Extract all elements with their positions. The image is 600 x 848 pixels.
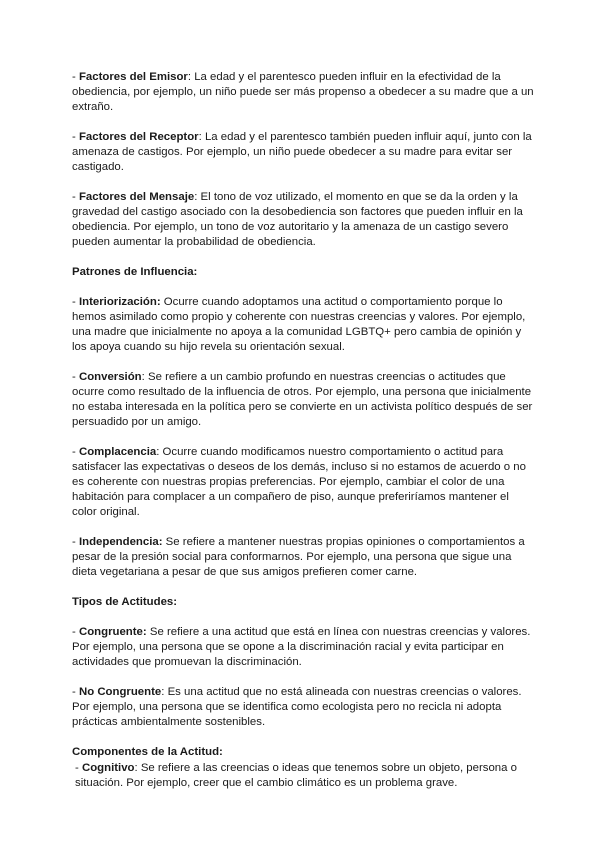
paragraph-text: Es una actitud que no está alineada con nuestras creencias o valores. Por ejemplo, una persona que se identifica como ecologista pero no recicla ni adopta prácticas ambientalmente sostenibles. — [72, 686, 522, 728]
bullet-prefix: - — [72, 446, 79, 458]
term-separator: : — [141, 371, 145, 383]
term-conversion: Conversión — [78, 371, 142, 383]
term-separator: : — [156, 446, 160, 458]
bullet-prefix: - — [75, 762, 82, 774]
paragraph-text: Se refiere a las creencias o ideas que tenemos sobre un objeto, persona o situación. Por ejemplo, creer que el cambio climático es un problema grave. — [75, 762, 517, 789]
paragraph-conversion — [72, 370, 534, 430]
heading-tipos-actitudes: Tipos de Actitudes: — [72, 596, 178, 608]
paragraph-text: El tono de voz utilizado, el momento en que se da la orden y la gravedad del castigo asociado con la desobediencia son factores que pueden influir en la obediencia. Por ejemplo, un tono de voz autoritario y la amenaza de un castigo severo pueden aumentar la probabilidad de obediencia. — [72, 191, 523, 248]
document-page — [72, 70, 534, 806]
bullet-prefix: - — [72, 131, 79, 143]
term-separator: : — [134, 762, 138, 774]
term-factores-receptor: Factores del Receptor — [78, 131, 199, 143]
paragraph-text: Ocurre cuando modificamos nuestro comportamiento o actitud para satisfacer las expectativas o deseos de los demás, incluso si no estamos de acuerdo o no es coherente con nuestras propias preferencias. Por ejemplo, cambiar el color de una habitación para complacer a un compañero de piso, aunque preferiríamos mantener el color original. — [72, 446, 526, 518]
term-factores-mensaje: Factores del Mensaje — [78, 191, 195, 203]
paragraph-text: Se refiere a un cambio profundo en nuestras creencias o actitudes que ocurre como resultado de la influencia de otros. Por ejemplo, una persona que inicialmente no estaba interesada en la política pero se convierte en un activista político después de ser persuadido por un amigo. — [72, 371, 533, 428]
bullet-prefix: - — [72, 296, 79, 308]
paragraph-factores-mensaje — [72, 190, 534, 250]
term-factores-emisor: Factores del Emisor — [78, 71, 188, 83]
paragraph-text: La edad y el parentesco también pueden influir aquí, junto con la amenaza de castigos. Por ejemplo, un niño puede obedecer a su madre para evitar ser castigado. — [72, 131, 532, 173]
term-congruente: Congruente: — [78, 626, 147, 638]
term-separator: : — [198, 131, 202, 143]
paragraph-no-congruente — [72, 685, 534, 730]
paragraph-factores-emisor — [72, 70, 534, 115]
paragraph-complacencia — [72, 445, 534, 520]
bullet-prefix: - — [72, 371, 79, 383]
paragraph-congruente — [72, 625, 534, 670]
paragraph-cognitivo — [72, 761, 534, 791]
paragraph-factores-receptor — [72, 130, 534, 175]
bullet-prefix: - — [72, 686, 79, 698]
bullet-prefix: - — [72, 191, 79, 203]
term-separator: : — [194, 191, 198, 203]
paragraph-text: Se refiere a mantener nuestras propias opiniones o comportamientos a pesar de la presión social para conformarnos. Por ejemplo, una persona que sigue una dieta vegetariana a pesar de que sus amigos prefieren comer carne. — [72, 536, 525, 578]
term-separator: : — [187, 71, 192, 83]
term-independencia: Independencia: — [78, 536, 163, 548]
term-complacencia: Complacencia — [78, 446, 157, 458]
term-cognitivo: Cognitivo — [81, 762, 135, 774]
term-separator: : — [161, 686, 165, 698]
paragraph-interiorizacion — [72, 295, 534, 355]
term-interiorizacion: Interiorización: — [78, 296, 161, 308]
heading-componentes-actitud: Componentes de la Actitud: — [72, 746, 223, 758]
term-no-congruente: No Congruente — [78, 686, 162, 698]
paragraph-text: Ocurre cuando adoptamos una actitud o comportamiento porque lo hemos asimilado como propio y coherente con nuestras creencias y valores. Por ejemplo, una madre que inicialmente no apoya a la comunidad LGBTQ+ pero cambia de opinión y los apoya cuando su hijo revela su orientación sexual. — [72, 296, 526, 353]
bullet-prefix: - — [72, 536, 79, 548]
bullet-prefix: - — [72, 71, 79, 83]
paragraph-text: La edad y el parentesco pueden influir en la efectividad de la obediencia, por ejemplo, un niño puede ser más propenso a obedecer a su madre que a un extraño. — [72, 71, 534, 113]
bullet-prefix: - — [72, 626, 79, 638]
paragraph-text: Se refiere a una actitud que está en línea con nuestras creencias y valores. Por ejemplo, una persona que se opone a la discriminación racial y evita participar en actividades que promuevan la discriminación. — [72, 626, 531, 668]
paragraph-independencia — [72, 535, 534, 580]
heading-patrones-influencia: Patrones de Influencia: — [72, 266, 198, 278]
